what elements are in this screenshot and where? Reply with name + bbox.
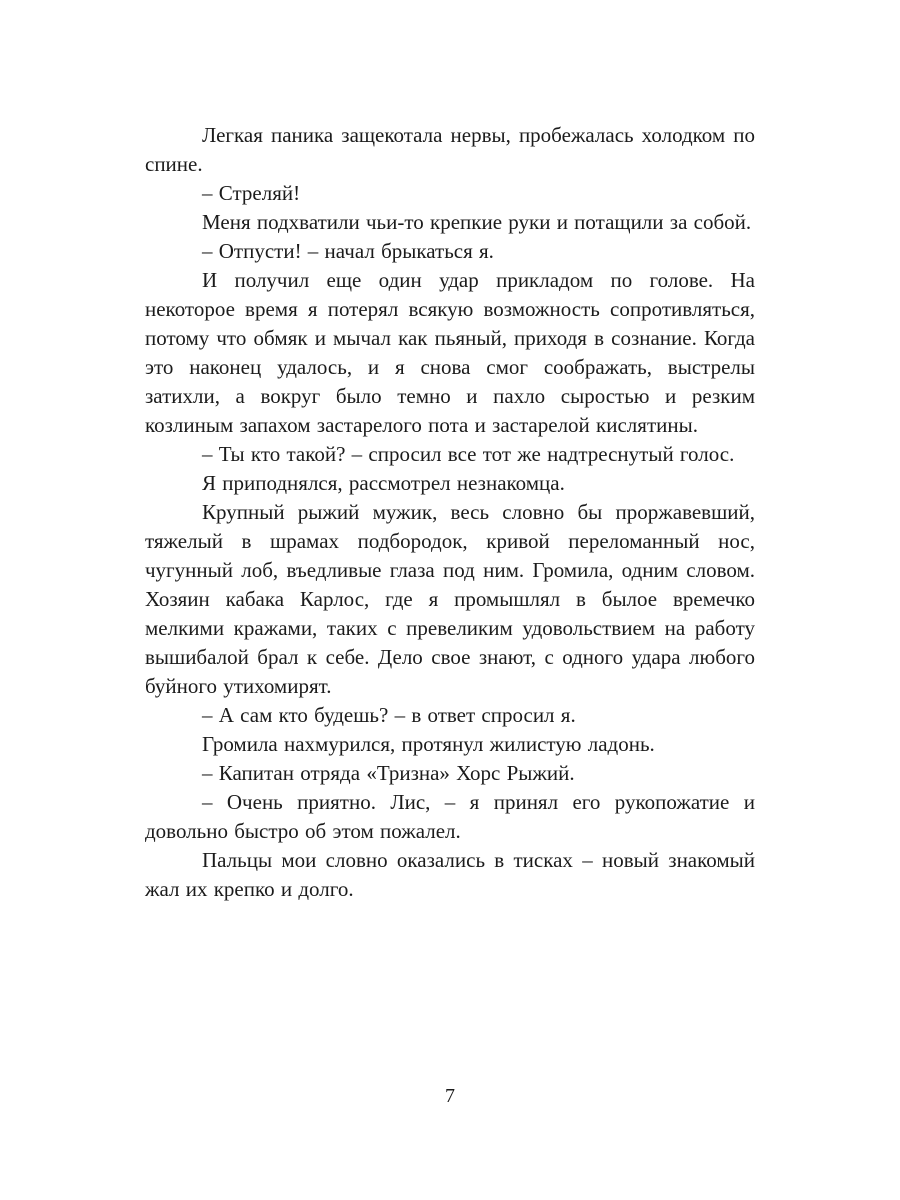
paragraph: Меня подхватили чьи-то крепкие руки и потащили за собой. xyxy=(202,210,752,234)
paragraph: – Капитан отряда «Тризна» Хорс Рыжий. xyxy=(202,761,575,785)
page-number: 7 xyxy=(445,1085,455,1107)
page-text xyxy=(145,121,755,904)
paragraph: Крупный рыжий мужик, весь словно бы проржавевший, тяжелый в шрамах подбородок, кривой переломанный нос, чугунный лоб, въедливые глаза под ним. Громила, одним словом. Хозяин кабака Карлос, где я промышлял в былое времечко мелкими кражами, таких с превеликим удовольствием на работу вышибалой брал к себе. Дело свое знают, с одного удара любого буйного утихомирят. xyxy=(145,500,755,698)
paragraph: – Ты кто такой? – спросил все тот же надтреснутый голос. xyxy=(202,442,735,466)
paragraph: И получил еще один удар прикладом по голове. На некоторое время я потерял всякую возможность сопротивляться, потому что обмяк и мычал как пьяный, приходя в сознание. Когда это наконец удалось, и я снова смог соображать, выстрелы затихли, а вокруг было темно и пахло сыростью и резким козлиным запахом застарелого пота и застарелой кислятины. xyxy=(145,268,755,437)
paragraph: Легкая паника защекотала нервы, пробежалась холодком по спине. xyxy=(145,123,755,176)
paragraph: – Очень приятно. Лис, – я принял его рукопожатие и довольно быстро об этом пожалел. xyxy=(145,790,755,843)
paragraph: Громила нахмурился, протянул жилистую ладонь. xyxy=(202,732,655,756)
paragraph: Я приподнялся, рассмотрел незнакомца. xyxy=(202,471,565,495)
paragraph: – Стреляй! xyxy=(202,181,301,205)
paragraph: – А сам кто будешь? – в ответ спросил я. xyxy=(202,703,576,727)
paragraph: – Отпусти! – начал брыкаться я. xyxy=(202,239,494,263)
paragraph: Пальцы мои словно оказались в тисках – новый знакомый жал их крепко и долго. xyxy=(145,848,755,901)
